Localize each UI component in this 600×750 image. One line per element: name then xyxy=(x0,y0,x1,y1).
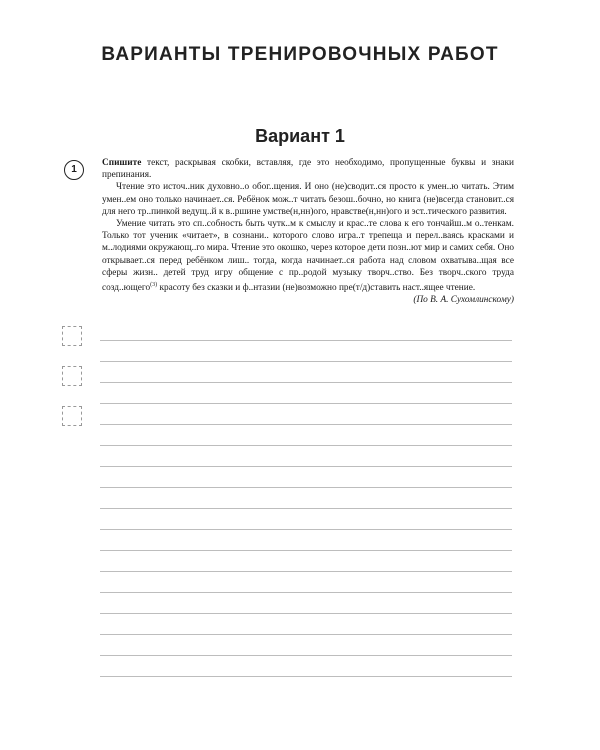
writing-line[interactable] xyxy=(100,424,512,425)
writing-line[interactable] xyxy=(100,529,512,530)
writing-line[interactable] xyxy=(100,361,512,362)
writing-line[interactable] xyxy=(100,340,512,341)
instruction-rest: текст, раскрывая скобки, вставляя, где это необходимо, пропущенные буквы и знаки препинания. xyxy=(102,158,514,181)
writing-line[interactable] xyxy=(100,676,512,677)
writing-line[interactable] xyxy=(100,508,512,509)
writing-line[interactable] xyxy=(100,445,512,446)
paragraph-2 xyxy=(102,218,514,294)
writing-line[interactable] xyxy=(100,571,512,572)
paragraph-2-main: Умение читать это сп..собность быть чутк..м к смыслу и крас..те слова к его тончайш..м о..тенкам. Только тот ученик «читает», в сознани.. которого слово игра..т трепеща и перел..ваясь красками и м..лодиями окружающ..го мира. Чтение это окошко, через которое дети позн..ют мир и самих себя. Оно открывает..ся перед ребёнком лиш.. тогда, когда начинает..ся работа над словом охватыва..щая все сферы жизн.. детей труд игру общение с пр..родой музыку творч..ство. Без творч..ского труда созд..ющего xyxy=(102,219,514,294)
writing-line[interactable] xyxy=(100,487,512,488)
writing-line[interactable] xyxy=(100,466,512,467)
answer-checkbox[interactable] xyxy=(62,366,82,386)
instruction-verb: Спишите xyxy=(102,158,142,168)
paragraph-1: Чтение это источ..ник духовно..о обог..щения. И оно (не)сводит..ся просто к умен..ю читать. Этим умен..ем оно только начинает..ся. Ребёнок мож..т читать безош..бочно, но книга (не)всегда становит..ся для него тр..пинкой ведущ..й к в..ршине умстве(н,нн)ого, нравстве(н,нн)ого и эст..тического развития. xyxy=(102,182,514,217)
footnote-marker: (3) xyxy=(150,282,158,289)
writing-line[interactable] xyxy=(100,382,512,383)
answer-checkbox[interactable] xyxy=(62,406,82,426)
paragraph-2-end: красоту без сказки и ф..нтазии (не)возможно пре(т/д)ставить наст..ящее чтение. xyxy=(157,283,476,294)
writing-line[interactable] xyxy=(100,592,512,593)
variant-title: Вариант 1 xyxy=(255,126,345,146)
writing-line[interactable] xyxy=(100,634,512,635)
writing-line[interactable] xyxy=(100,613,512,614)
writing-line[interactable] xyxy=(100,655,512,656)
task-text xyxy=(102,157,514,307)
writing-line[interactable] xyxy=(100,550,512,551)
source-author: (По В. А. Сухомлинскому) xyxy=(413,295,514,306)
writing-line[interactable] xyxy=(100,403,512,404)
page-title: ВАРИАНТЫ ТРЕНИРОВОЧНЫХ РАБОТ xyxy=(101,44,499,65)
answer-checkbox[interactable] xyxy=(62,326,82,346)
task-instruction xyxy=(102,157,514,181)
task-number: 1 xyxy=(64,160,84,180)
